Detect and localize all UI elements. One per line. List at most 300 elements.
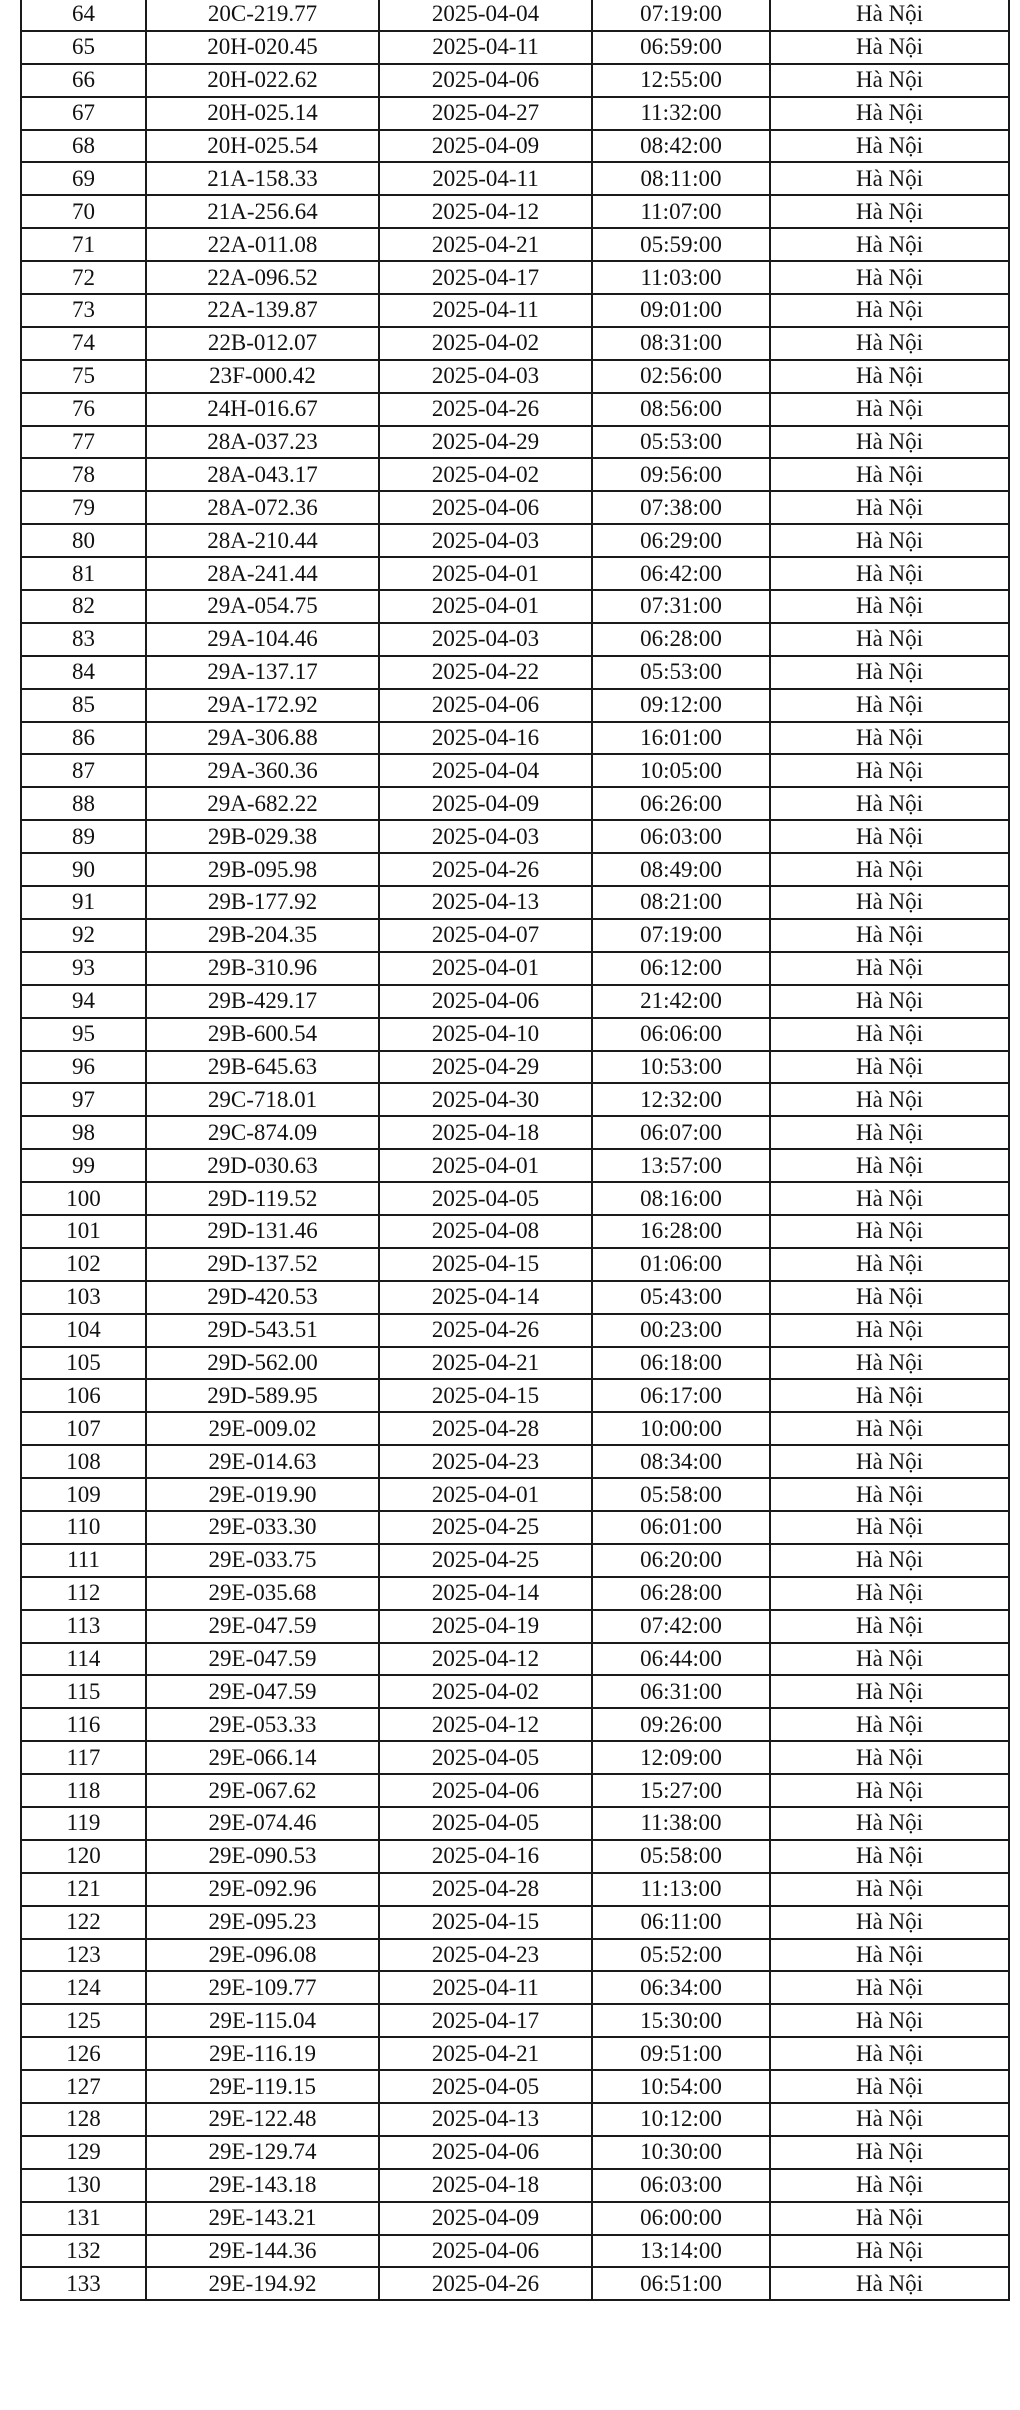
- license-plate-cell: 28A-043.17: [146, 458, 379, 491]
- violations-table: [20, 0, 1010, 2301]
- table-row: [21, 97, 1009, 130]
- table-row: [21, 1939, 1009, 1972]
- location-cell: Hà Nội: [770, 1051, 1009, 1084]
- row-number-cell: 83: [21, 623, 146, 656]
- violation-time-cell: 07:42:00: [592, 1610, 770, 1643]
- violation-date-cell: 2025-04-05: [379, 1741, 592, 1774]
- violation-date-cell: 2025-04-04: [379, 0, 592, 31]
- row-number-cell: 106: [21, 1379, 146, 1412]
- location-cell: Hà Nội: [770, 458, 1009, 491]
- location-cell: Hà Nội: [770, 722, 1009, 755]
- location-cell: Hà Nội: [770, 426, 1009, 459]
- location-cell: Hà Nội: [770, 1215, 1009, 1248]
- table-row: [21, 985, 1009, 1018]
- violation-time-cell: 08:21:00: [592, 886, 770, 919]
- violation-time-cell: 05:53:00: [592, 426, 770, 459]
- license-plate-cell: 20C-219.77: [146, 0, 379, 31]
- table-row: [21, 557, 1009, 590]
- table-row: [21, 590, 1009, 623]
- table-row: [21, 1149, 1009, 1182]
- violation-time-cell: 06:26:00: [592, 787, 770, 820]
- location-cell: Hà Nội: [770, 1281, 1009, 1314]
- license-plate-cell: 29E-092.96: [146, 1873, 379, 1906]
- violation-time-cell: 08:31:00: [592, 327, 770, 360]
- violation-date-cell: 2025-04-15: [379, 1379, 592, 1412]
- license-plate-cell: 29E-014.63: [146, 1445, 379, 1478]
- violation-time-cell: 11:07:00: [592, 195, 770, 228]
- location-cell: Hà Nội: [770, 1248, 1009, 1281]
- table-row: [21, 1018, 1009, 1051]
- license-plate-cell: 20H-025.54: [146, 130, 379, 163]
- table-row: [21, 327, 1009, 360]
- violation-date-cell: 2025-04-11: [379, 162, 592, 195]
- license-plate-cell: 29D-420.53: [146, 1281, 379, 1314]
- table-row: [21, 64, 1009, 97]
- location-cell: Hà Nội: [770, 820, 1009, 853]
- row-number-cell: 81: [21, 557, 146, 590]
- license-plate-cell: 20H-020.45: [146, 31, 379, 64]
- violation-date-cell: 2025-04-18: [379, 2169, 592, 2202]
- violation-date-cell: 2025-04-17: [379, 2004, 592, 2037]
- license-plate-cell: 24H-016.67: [146, 393, 379, 426]
- license-plate-cell: 29D-589.95: [146, 1379, 379, 1412]
- violation-date-cell: 2025-04-21: [379, 2037, 592, 2070]
- license-plate-cell: 29D-030.63: [146, 1149, 379, 1182]
- violation-date-cell: 2025-04-13: [379, 886, 592, 919]
- row-number-cell: 114: [21, 1643, 146, 1676]
- row-number-cell: 98: [21, 1116, 146, 1149]
- table-row: [21, 1215, 1009, 1248]
- violation-date-cell: 2025-04-03: [379, 623, 592, 656]
- violation-time-cell: 11:03:00: [592, 261, 770, 294]
- violation-date-cell: 2025-04-06: [379, 985, 592, 1018]
- row-number-cell: 82: [21, 590, 146, 623]
- row-number-cell: 124: [21, 1971, 146, 2004]
- violation-date-cell: 2025-04-26: [379, 2267, 592, 2300]
- violation-time-cell: 12:32:00: [592, 1083, 770, 1116]
- location-cell: Hà Nội: [770, 2103, 1009, 2136]
- license-plate-cell: 29D-119.52: [146, 1182, 379, 1215]
- violation-date-cell: 2025-04-03: [379, 820, 592, 853]
- row-number-cell: 118: [21, 1774, 146, 1807]
- table-row: [21, 656, 1009, 689]
- violation-time-cell: 13:14:00: [592, 2235, 770, 2268]
- violation-time-cell: 05:53:00: [592, 656, 770, 689]
- violation-date-cell: 2025-04-23: [379, 1445, 592, 1478]
- violation-date-cell: 2025-04-01: [379, 952, 592, 985]
- violation-date-cell: 2025-04-12: [379, 1708, 592, 1741]
- license-plate-cell: 28A-072.36: [146, 491, 379, 524]
- violation-time-cell: 06:07:00: [592, 1116, 770, 1149]
- license-plate-cell: 29E-090.53: [146, 1840, 379, 1873]
- row-number-cell: 71: [21, 228, 146, 261]
- violation-date-cell: 2025-04-01: [379, 1149, 592, 1182]
- table-row: [21, 820, 1009, 853]
- table-row: [21, 754, 1009, 787]
- violation-time-cell: 05:43:00: [592, 1281, 770, 1314]
- location-cell: Hà Nội: [770, 1643, 1009, 1676]
- location-cell: Hà Nội: [770, 1182, 1009, 1215]
- violation-date-cell: 2025-04-09: [379, 2202, 592, 2235]
- table-row: [21, 426, 1009, 459]
- row-number-cell: 125: [21, 2004, 146, 2037]
- violation-time-cell: 06:42:00: [592, 557, 770, 590]
- license-plate-cell: 29E-033.30: [146, 1511, 379, 1544]
- violation-time-cell: 12:09:00: [592, 1741, 770, 1774]
- violation-date-cell: 2025-04-06: [379, 64, 592, 97]
- table-row: [21, 787, 1009, 820]
- violation-date-cell: 2025-04-26: [379, 1314, 592, 1347]
- license-plate-cell: 29E-143.18: [146, 2169, 379, 2202]
- violation-date-cell: 2025-04-23: [379, 1939, 592, 1972]
- location-cell: Hà Nội: [770, 1807, 1009, 1840]
- location-cell: Hà Nội: [770, 1939, 1009, 1972]
- row-number-cell: 115: [21, 1675, 146, 1708]
- location-cell: Hà Nội: [770, 919, 1009, 952]
- license-plate-cell: 29B-029.38: [146, 820, 379, 853]
- license-plate-cell: 29E-109.77: [146, 1971, 379, 2004]
- table-row: [21, 1314, 1009, 1347]
- violation-date-cell: 2025-04-05: [379, 1182, 592, 1215]
- violation-time-cell: 06:03:00: [592, 2169, 770, 2202]
- table-row: [21, 1906, 1009, 1939]
- violation-date-cell: 2025-04-12: [379, 195, 592, 228]
- row-number-cell: 109: [21, 1478, 146, 1511]
- row-number-cell: 75: [21, 360, 146, 393]
- table-row: [21, 1083, 1009, 1116]
- table-row: [21, 294, 1009, 327]
- license-plate-cell: 29E-047.59: [146, 1675, 379, 1708]
- table-row: [21, 261, 1009, 294]
- table-row: [21, 2235, 1009, 2268]
- table-row: [21, 1182, 1009, 1215]
- license-plate-cell: 29A-137.17: [146, 656, 379, 689]
- location-cell: Hà Nội: [770, 2070, 1009, 2103]
- violation-date-cell: 2025-04-14: [379, 1281, 592, 1314]
- location-cell: Hà Nội: [770, 985, 1009, 1018]
- violation-date-cell: 2025-04-21: [379, 228, 592, 261]
- license-plate-cell: 29A-054.75: [146, 590, 379, 623]
- license-plate-cell: 29B-204.35: [146, 919, 379, 952]
- violation-date-cell: 2025-04-09: [379, 787, 592, 820]
- license-plate-cell: 29E-116.19: [146, 2037, 379, 2070]
- violation-date-cell: 2025-04-01: [379, 557, 592, 590]
- violation-date-cell: 2025-04-12: [379, 1643, 592, 1676]
- license-plate-cell: 29E-074.46: [146, 1807, 379, 1840]
- license-plate-cell: 22A-011.08: [146, 228, 379, 261]
- row-number-cell: 97: [21, 1083, 146, 1116]
- table-row: [21, 952, 1009, 985]
- location-cell: Hà Nội: [770, 1873, 1009, 1906]
- location-cell: Hà Nội: [770, 853, 1009, 886]
- violation-time-cell: 09:12:00: [592, 689, 770, 722]
- license-plate-cell: 29E-047.59: [146, 1610, 379, 1643]
- violation-date-cell: 2025-04-29: [379, 1051, 592, 1084]
- violation-date-cell: 2025-04-05: [379, 1807, 592, 1840]
- location-cell: Hà Nội: [770, 228, 1009, 261]
- license-plate-cell: 22B-012.07: [146, 327, 379, 360]
- location-cell: Hà Nội: [770, 1511, 1009, 1544]
- violation-time-cell: 11:13:00: [592, 1873, 770, 1906]
- location-cell: Hà Nội: [770, 952, 1009, 985]
- license-plate-cell: 29B-095.98: [146, 853, 379, 886]
- location-cell: Hà Nội: [770, 886, 1009, 919]
- violation-time-cell: 06:17:00: [592, 1379, 770, 1412]
- location-cell: Hà Nội: [770, 623, 1009, 656]
- location-cell: Hà Nội: [770, 1610, 1009, 1643]
- table-row: [21, 1741, 1009, 1774]
- table-row: [21, 2202, 1009, 2235]
- row-number-cell: 93: [21, 952, 146, 985]
- row-number-cell: 133: [21, 2267, 146, 2300]
- row-number-cell: 119: [21, 1807, 146, 1840]
- license-plate-cell: 29E-096.08: [146, 1939, 379, 1972]
- violation-time-cell: 06:12:00: [592, 952, 770, 985]
- row-number-cell: 67: [21, 97, 146, 130]
- row-number-cell: 92: [21, 919, 146, 952]
- row-number-cell: 103: [21, 1281, 146, 1314]
- table-row: [21, 2004, 1009, 2037]
- row-number-cell: 105: [21, 1347, 146, 1380]
- license-plate-cell: 29D-137.52: [146, 1248, 379, 1281]
- row-number-cell: 127: [21, 2070, 146, 2103]
- violation-time-cell: 06:34:00: [592, 1971, 770, 2004]
- row-number-cell: 77: [21, 426, 146, 459]
- violation-time-cell: 07:19:00: [592, 0, 770, 31]
- violation-time-cell: 06:51:00: [592, 2267, 770, 2300]
- table-row: [21, 130, 1009, 163]
- license-plate-cell: 22A-096.52: [146, 261, 379, 294]
- license-plate-cell: 29D-543.51: [146, 1314, 379, 1347]
- table-row: [21, 919, 1009, 952]
- row-number-cell: 99: [21, 1149, 146, 1182]
- location-cell: Hà Nội: [770, 130, 1009, 163]
- row-number-cell: 131: [21, 2202, 146, 2235]
- violation-date-cell: 2025-04-22: [379, 656, 592, 689]
- license-plate-cell: 29E-119.15: [146, 2070, 379, 2103]
- violation-date-cell: 2025-04-01: [379, 1478, 592, 1511]
- violation-time-cell: 16:01:00: [592, 722, 770, 755]
- violation-time-cell: 10:30:00: [592, 2136, 770, 2169]
- table-row: [21, 195, 1009, 228]
- violation-time-cell: 06:28:00: [592, 1577, 770, 1610]
- license-plate-cell: 29A-172.92: [146, 689, 379, 722]
- row-number-cell: 111: [21, 1544, 146, 1577]
- row-number-cell: 85: [21, 689, 146, 722]
- location-cell: Hà Nội: [770, 294, 1009, 327]
- table-row: [21, 1379, 1009, 1412]
- license-plate-cell: 29E-009.02: [146, 1412, 379, 1445]
- table-row: [21, 1445, 1009, 1478]
- location-cell: Hà Nội: [770, 1412, 1009, 1445]
- violation-date-cell: 2025-04-06: [379, 689, 592, 722]
- location-cell: Hà Nội: [770, 162, 1009, 195]
- license-plate-cell: 29B-310.96: [146, 952, 379, 985]
- violation-date-cell: 2025-04-19: [379, 1610, 592, 1643]
- table-row: [21, 1412, 1009, 1445]
- violation-date-cell: 2025-04-11: [379, 31, 592, 64]
- row-number-cell: 100: [21, 1182, 146, 1215]
- row-number-cell: 112: [21, 1577, 146, 1610]
- violation-time-cell: 09:56:00: [592, 458, 770, 491]
- location-cell: Hà Nội: [770, 2202, 1009, 2235]
- license-plate-cell: 29C-874.09: [146, 1116, 379, 1149]
- violation-date-cell: 2025-04-01: [379, 590, 592, 623]
- location-cell: Hà Nội: [770, 656, 1009, 689]
- location-cell: Hà Nội: [770, 689, 1009, 722]
- table-row: [21, 1971, 1009, 2004]
- license-plate-cell: 29E-144.36: [146, 2235, 379, 2268]
- row-number-cell: 65: [21, 31, 146, 64]
- violation-date-cell: 2025-04-27: [379, 97, 592, 130]
- table-row: [21, 886, 1009, 919]
- violation-date-cell: 2025-04-29: [379, 426, 592, 459]
- row-number-cell: 108: [21, 1445, 146, 1478]
- location-cell: Hà Nội: [770, 2267, 1009, 2300]
- license-plate-cell: 29E-066.14: [146, 1741, 379, 1774]
- license-plate-cell: 21A-158.33: [146, 162, 379, 195]
- violation-date-cell: 2025-04-15: [379, 1248, 592, 1281]
- violation-time-cell: 10:05:00: [592, 754, 770, 787]
- violation-date-cell: 2025-04-02: [379, 458, 592, 491]
- location-cell: Hà Nội: [770, 590, 1009, 623]
- location-cell: Hà Nội: [770, 491, 1009, 524]
- violation-date-cell: 2025-04-03: [379, 524, 592, 557]
- violation-time-cell: 07:19:00: [592, 919, 770, 952]
- row-number-cell: 123: [21, 1939, 146, 1972]
- violation-time-cell: 06:11:00: [592, 1906, 770, 1939]
- violation-date-cell: 2025-04-11: [379, 1971, 592, 2004]
- license-plate-cell: 29E-047.59: [146, 1643, 379, 1676]
- table-row: [21, 1248, 1009, 1281]
- row-number-cell: 86: [21, 722, 146, 755]
- table-row: [21, 1643, 1009, 1676]
- row-number-cell: 88: [21, 787, 146, 820]
- violation-time-cell: 09:26:00: [592, 1708, 770, 1741]
- violation-time-cell: 13:57:00: [592, 1149, 770, 1182]
- row-number-cell: 91: [21, 886, 146, 919]
- violation-date-cell: 2025-04-06: [379, 1774, 592, 1807]
- license-plate-cell: 29A-360.36: [146, 754, 379, 787]
- violation-date-cell: 2025-04-11: [379, 294, 592, 327]
- license-plate-cell: 29B-177.92: [146, 886, 379, 919]
- location-cell: Hà Nội: [770, 64, 1009, 97]
- location-cell: Hà Nội: [770, 1906, 1009, 1939]
- row-number-cell: 101: [21, 1215, 146, 1248]
- violation-time-cell: 07:38:00: [592, 491, 770, 524]
- location-cell: Hà Nội: [770, 1347, 1009, 1380]
- row-number-cell: 130: [21, 2169, 146, 2202]
- violation-time-cell: 07:31:00: [592, 590, 770, 623]
- violation-time-cell: 05:58:00: [592, 1840, 770, 1873]
- license-plate-cell: 28A-241.44: [146, 557, 379, 590]
- violation-date-cell: 2025-04-18: [379, 1116, 592, 1149]
- location-cell: Hà Nội: [770, 195, 1009, 228]
- location-cell: Hà Nội: [770, 1445, 1009, 1478]
- license-plate-cell: 29E-019.90: [146, 1478, 379, 1511]
- table-row: [21, 162, 1009, 195]
- table-row: [21, 2136, 1009, 2169]
- violation-date-cell: 2025-04-21: [379, 1347, 592, 1380]
- license-plate-cell: 29E-095.23: [146, 1906, 379, 1939]
- violation-date-cell: 2025-04-26: [379, 853, 592, 886]
- table-row: [21, 491, 1009, 524]
- table-row: [21, 1610, 1009, 1643]
- violation-time-cell: 06:18:00: [592, 1347, 770, 1380]
- row-number-cell: 107: [21, 1412, 146, 1445]
- row-number-cell: 95: [21, 1018, 146, 1051]
- violation-time-cell: 06:00:00: [592, 2202, 770, 2235]
- table-row: [21, 689, 1009, 722]
- table-row: [21, 2169, 1009, 2202]
- row-number-cell: 126: [21, 2037, 146, 2070]
- table-row: [21, 1807, 1009, 1840]
- violation-date-cell: 2025-04-02: [379, 327, 592, 360]
- violation-date-cell: 2025-04-16: [379, 722, 592, 755]
- table-body: [21, 0, 1009, 2300]
- table-row: [21, 1347, 1009, 1380]
- violation-time-cell: 09:51:00: [592, 2037, 770, 2070]
- row-number-cell: 66: [21, 64, 146, 97]
- license-plate-cell: 29D-562.00: [146, 1347, 379, 1380]
- violation-date-cell: 2025-04-06: [379, 491, 592, 524]
- violation-date-cell: 2025-04-14: [379, 1577, 592, 1610]
- location-cell: Hà Nội: [770, 754, 1009, 787]
- location-cell: Hà Nội: [770, 1149, 1009, 1182]
- location-cell: Hà Nội: [770, 1577, 1009, 1610]
- violation-date-cell: 2025-04-17: [379, 261, 592, 294]
- violation-time-cell: 21:42:00: [592, 985, 770, 1018]
- violation-time-cell: 05:58:00: [592, 1478, 770, 1511]
- license-plate-cell: 29E-143.21: [146, 2202, 379, 2235]
- violation-time-cell: 09:01:00: [592, 294, 770, 327]
- violation-time-cell: 06:20:00: [592, 1544, 770, 1577]
- license-plate-cell: 29B-429.17: [146, 985, 379, 1018]
- violation-date-cell: 2025-04-06: [379, 2136, 592, 2169]
- row-number-cell: 104: [21, 1314, 146, 1347]
- table-row: [21, 2037, 1009, 2070]
- license-plate-cell: 29B-645.63: [146, 1051, 379, 1084]
- row-number-cell: 89: [21, 820, 146, 853]
- violation-date-cell: 2025-04-05: [379, 2070, 592, 2103]
- violation-date-cell: 2025-04-02: [379, 1675, 592, 1708]
- violation-date-cell: 2025-04-03: [379, 360, 592, 393]
- location-cell: Hà Nội: [770, 1971, 1009, 2004]
- violation-time-cell: 10:54:00: [592, 2070, 770, 2103]
- license-plate-cell: 23F-000.42: [146, 360, 379, 393]
- location-cell: Hà Nội: [770, 1544, 1009, 1577]
- violation-time-cell: 06:29:00: [592, 524, 770, 557]
- table-row: [21, 1577, 1009, 1610]
- table-row: [21, 1840, 1009, 1873]
- violation-time-cell: 10:00:00: [592, 1412, 770, 1445]
- violation-time-cell: 16:28:00: [592, 1215, 770, 1248]
- table-row: [21, 853, 1009, 886]
- license-plate-cell: 29E-194.92: [146, 2267, 379, 2300]
- row-number-cell: 129: [21, 2136, 146, 2169]
- violation-date-cell: 2025-04-25: [379, 1544, 592, 1577]
- row-number-cell: 122: [21, 1906, 146, 1939]
- violation-time-cell: 15:30:00: [592, 2004, 770, 2037]
- table-row: [21, 31, 1009, 64]
- location-cell: Hà Nội: [770, 2037, 1009, 2070]
- violation-time-cell: 00:23:00: [592, 1314, 770, 1347]
- violation-time-cell: 08:49:00: [592, 853, 770, 886]
- location-cell: Hà Nội: [770, 0, 1009, 31]
- location-cell: Hà Nội: [770, 1741, 1009, 1774]
- license-plate-cell: 29E-129.74: [146, 2136, 379, 2169]
- row-number-cell: 102: [21, 1248, 146, 1281]
